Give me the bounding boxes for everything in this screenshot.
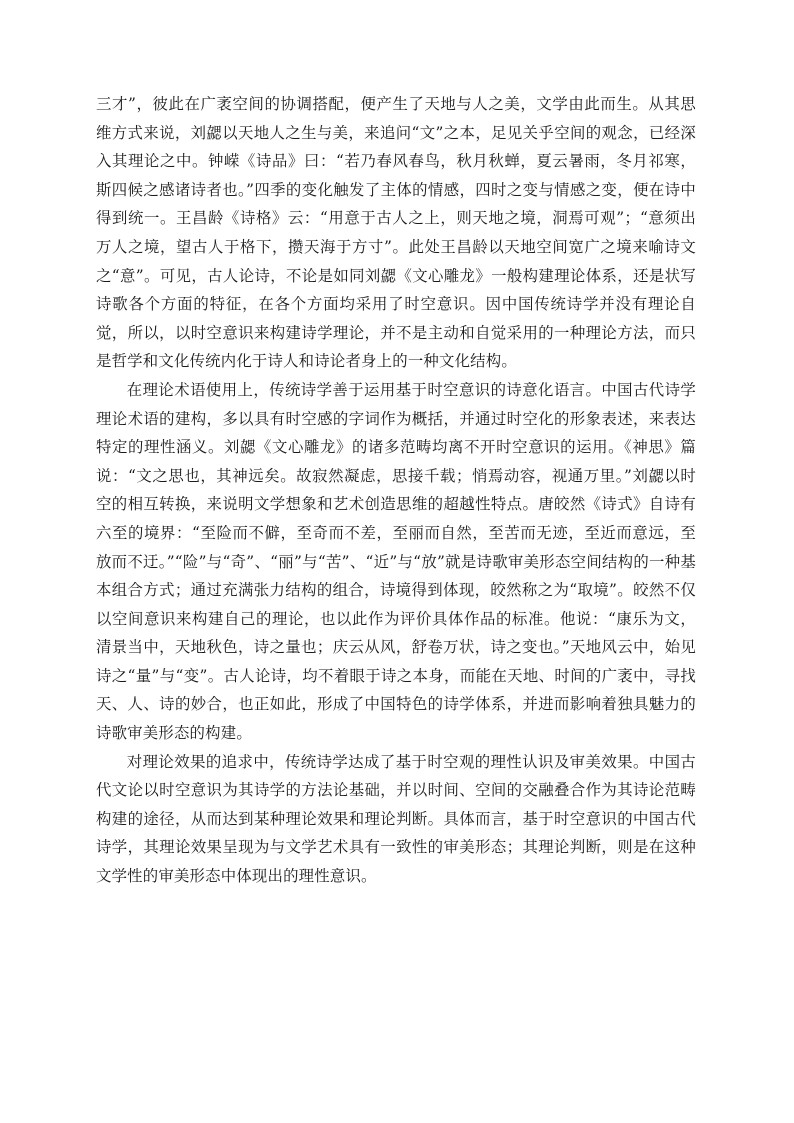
paragraph-2: 在理论术语使用上，传统诗学善于运用基于时空意识的诗意化语言。中国古代诗学理论术语的建构，多以具有时空感的字词作为概括，并通过时空化的形象表述，来表达特定的理性涵义。刘勰《文心雕龙》的诸多范畴均离不开时空意识的运用。《神思》篇说：“文之思也，其神远矣。故寂然凝虑，思接千载；悄焉动容，视通万里。”刘勰以时空的相互转换，来说明文学想象和艺术创造思维的超越性特点。唐皎然《诗式》自诗有六至的境界：“至险而不僻，至奇而不差，至丽而自然，至苦而无迹，至近而意远，至放而不迂。”“险”与“奇”、“丽”与“苦”、“近”与“放”就是诗歌审美形态空间结构的一种基本组合方式；通过充满张力结构的组合，诗境得到体现，皎然称之为“取境”。皎然不仅以空间意识来构建自己的理论，也以此作为评价具体作品的标准。他说：“康乐为文，清景当中，天地秋色，诗之量也；庆云从风，舒卷万状，诗之变也。”天地风云中，始见诗之“量”与“变”。古人论诗，均不着眼于诗之本身，而能在天地、时间的广袤中，寻找天、人、诗的妙合，也正如此，形成了中国特色的诗学体系，并进而影响着独具魅力的诗歌审美形态的构建。 [96, 380, 696, 743]
document-body [96, 90, 696, 891]
paragraph-1: 三才”，彼此在广袤空间的协调搭配，便产生了天地与人之美，文学由此而生。从其思维方式来说，刘勰以天地人之生与美，来追问“文”之本，足见关乎空间的观念，已经深入其理论之中。钟嵘《诗品》曰：“若乃春风春鸟，秋月秋蝉，夏云暑雨，冬月祁寒，斯四候之感诸诗者也。”四季的变化触发了主体的情感，四时之变与情感之变，便在诗中得到统一。王昌龄《诗格》云：“用意于古人之上，则天地之境，洞焉可观”；“意须出万人之境，望古人于格下，攒天海于方寸”。此处王昌龄以天地空间宽广之境来喻诗文之“意”。可见，古人论诗，不论是如同刘勰《文心雕龙》一般构建理论体系，还是状写诗歌各个方面的特征，在各个方面均采用了时空意识。因中国传统诗学并没有理论自觉，所以，以时空意识来构建诗学理论，并不是主动和自觉采用的一种理论方法，而只是哲学和文化传统内化于诗人和诗论者身上的一种文化结构。 [96, 95, 696, 371]
paragraph-3: 对理论效果的追求中，传统诗学达成了基于时空观的理性认识及审美效果。中国古代文论以时空意识为其诗学的方法论基础，并以时间、空间的交融叠合作为其诗论范畴构建的途径，从而达到某种理论效果和理论判断。具体而言，基于时空意识的中国古代诗学，其理论效果呈现为与文学艺术具有一致性的审美形态；其理论判断，则是在这种文学性的审美形态中体现出的理性意识。 [96, 752, 696, 886]
